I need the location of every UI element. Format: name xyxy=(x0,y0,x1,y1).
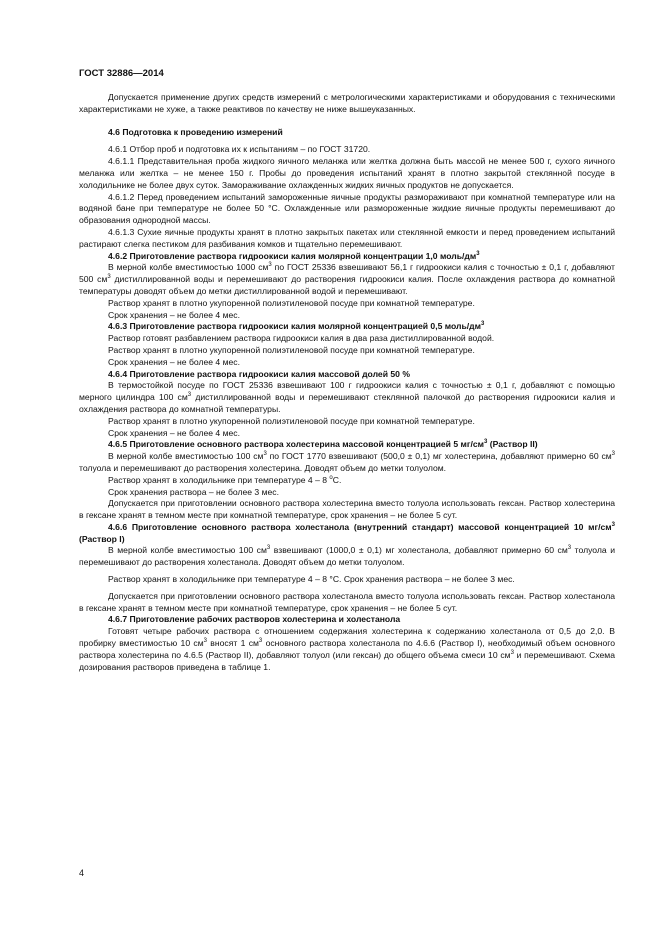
doc-header: ГОСТ 32886—2014 xyxy=(79,68,164,79)
paragraph-4-6-2-shelf-life: Срок хранения – не более 4 мес. xyxy=(108,309,240,320)
paragraph-4-6-4-prep: В термостойкой посуде по ГОСТ 25336 взвешивают 100 г гидроокиси калия с точностью ± 0,1 г, добавляют с помощью мерного цилиндра 100 $см^3$ дистиллированной воды и перемешивают стеклянной палочкой до растворения гидроокиси калия и охлаждения раствора до комнатной температуры. xyxy=(79,380,615,414)
section-4-6-6-title: 4.6.6 Приготовление основного раствора холестанола (внутренний стандарт) массовой концентрацией 10 $мг/см^3$ (Раствор I) xyxy=(79,521,615,544)
paragraph-4-6-6-storage: Раствор хранят в холодильнике при температуре 4 – 8 °С. Срок хранения раствора – не более 3 мес. xyxy=(108,574,515,585)
paragraph-4-6-1-1: 4.6.1.1 Представительная проба жидкого яичного меланжа или желтка должна быть массой не менее 500 г, сухого яичного меланжа или желтка – не менее 150 г. Пробы до проведения испытаний хранят в плотно закрытой стеклянной посуде в холодильнике не более двух суток. Замораживание охлажденных жидких яичных продуктов не допускается. xyxy=(79,156,615,190)
section-4-6-4-title: 4.6.4 Приготовление раствора гидроокиси калия массовой долей 50 % xyxy=(108,368,410,379)
paragraph-4-6-5-alternative: Допускается при приготовлении основного раствора холестерина вместо толуола использовать гексан. Раствор холестерина в гексане хранят в темном месте при комнатной температуре, срок хранения – не более 5 сут. xyxy=(79,498,615,521)
section-4-6-7-title: 4.6.7 Приготовление рабочих растворов холестерина и холестанола xyxy=(108,614,401,625)
paragraph-4-6-5-storage: Раствор хранят в холодильнике при температуре 4 – 8 $^о$С. xyxy=(108,474,342,485)
paragraph-4-6-4-shelf-life: Срок хранения – не более 4 мес. xyxy=(108,427,240,438)
paragraph-4-6-4-storage: Раствор хранят в плотно укупоренной полиэтиленовой посуде при комнатной температуре. xyxy=(108,415,475,426)
paragraph-4-6-5-shelf-life: Срок хранения раствора – не более 3 мес. xyxy=(108,486,279,497)
section-4-6-title: 4.6 Подготовка к проведению измерений xyxy=(108,126,283,137)
document-page xyxy=(79,68,615,673)
paragraph-4-6-6-prep: В мерной колбе вместимостью 100 $см^3$ взвешивают (1000,0 ± 0,1) мг холестанола, добавляют примерно 60 $см^3$ толуола и перемешивают до растворения холестанола. Доводят объем до метки толуолом. xyxy=(79,545,616,568)
intro-paragraph: Допускается применение других средств измерений с метрологическими характеристиками и оборудования с техническими характеристиками не хуже, а также реактивов по качеству не ниже вышеуказанных. xyxy=(79,92,615,114)
paragraph-4-6-3-prep: Раствор готовят разбавлением раствора гидроокиси калия в два раза дистиллированной водой. xyxy=(108,333,495,344)
section-4-6-2-title: 4.6.2 Приготовление раствора гидроокиси калия молярной концентрации 1,0 моль/$дм^3$ xyxy=(108,250,480,261)
page-number: 4 xyxy=(79,868,85,878)
section-4-6-3-title: 4.6.3 Приготовление раствора гидроокиси калия молярной концентрацией 0,5 моль/$дм^3$ xyxy=(108,321,485,332)
paragraph-4-6-3-shelf-life: Срок хранения – не более 4 мес. xyxy=(108,356,240,367)
paragraph-4-6-3-storage: Раствор хранят в плотно укупоренной полиэтиленовой посуде при комнатной температуре. xyxy=(108,344,475,355)
paragraph-4-6-1-2: 4.6.1.2 Перед проведением испытаний замороженные яичные продукты размораживают при комнатной температуре или на водяной бане при температуре не более 50 °С. Охлажденные или размороженные жидкие яичные продукты перемешивают до образования однородной массы. xyxy=(79,191,615,226)
paragraph-4-6-5-prep: В мерной колбе вместимостью 100 $см^3$ по ГОСТ 1770 взвешивают (500,0 ± 0,1) мг холестерина, добавляют примерно 60 $см^3$ толуола и перемешивают до растворения холестерина. Доводят объем до метки толуолом. xyxy=(79,451,616,473)
paragraph-4-6-2-storage: Раствор хранят в плотно укупоренной полиэтиленовой посуде при комнатной температуре. xyxy=(108,297,475,308)
paragraph-4-6-2-prep: В мерной колбе вместимостью 1000 $см^3$ по ГОСТ 25336 взвешивают 56,1 г гидроокиси калия с точностью ± 0,1 г, добавляют 500 $см^3$ дистиллированной воды и перемешивают до растворения гидроокиси калия. После охлаждения раствора до комнатной температуры доводят объем до метки дистиллированной водой и перемешивают. xyxy=(79,262,615,296)
paragraph-4-6-7-prep: Готовят четыре рабочих раствора с отношением содержания холестерина к содержанию холестанола от 0,5 до 2,0. В пробирку вместимостью 10 $см^3$ вносят 1 $см^3$ основного раствора холестанола по 4.6.6 (Раствор I), необходимый объем основного раствора холестерина по 4.6.5 (Раствор II), добавляют толуол (или гексан) до общего объема смеси 10 $см^3$ и перемешивают. Схема дозирования растворов приведена в таблице 1. xyxy=(79,626,616,672)
section-4-6-5-title: 4.6.5 Приготовление основного раствора холестерина массовой концентрацией 5 $мг/см^3$ (Раствор II) xyxy=(108,439,538,450)
paragraph-4-6-1-3: 4.6.1.3 Сухие яичные продукты хранят в плотно закрытых пакетах или стеклянной емкости и перед проведением испытаний растирают слегка пестиком для разбивания комков и тщательно перемешивают. xyxy=(79,226,615,249)
paragraph-4-6-6-alternative: Допускается при приготовлении основного раствора холестанола вместо толуола использовать гексан. Раствор холестанола в гексане хранят в темном месте при комнатной температуре, срок хранения – не более 5 сут. xyxy=(79,590,615,613)
paragraph-4-6-1: 4.6.1 Отбор проб и подготовка их к испытаниям – по ГОСТ 31720. xyxy=(108,144,371,155)
